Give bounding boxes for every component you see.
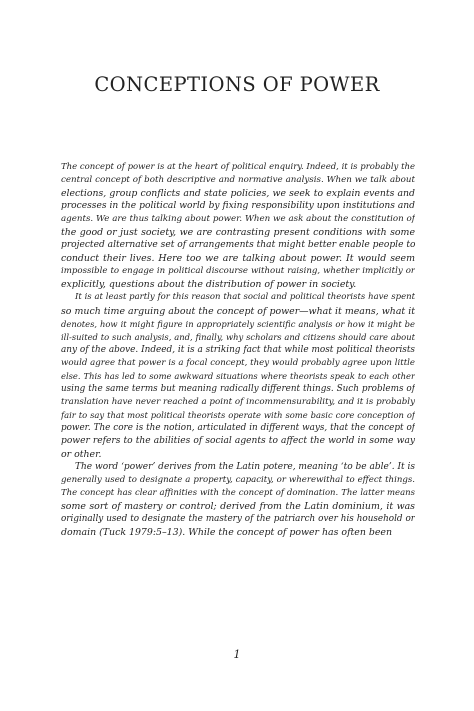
text-line: would agree that power is a focal concept, they would probably agree upon little (61, 357, 415, 368)
text-line: It is at least partly for this reason that social and political theorists have spent (75, 292, 415, 303)
text-line: so much time arguing about the concept of power—what it means, what it (61, 305, 415, 317)
text-line: The concept of power is at the heart of political enquiry. Indeed, it is probably the (61, 162, 415, 172)
text-line: denotes, how it might figure in appropriately scientific analysis or how it might be (61, 318, 415, 329)
text-line: elections, group conflicts and state policies, we seek to explain events and (61, 188, 415, 200)
text-line: the good or just society, we are contrasting present conditions with some (61, 227, 415, 239)
text-line: translation have never reached a point of incommensurability, and it is probably (61, 396, 415, 407)
text-line: or other. (61, 449, 102, 461)
text-line: domain (Tuck 1979:5–13). While the concept of power has often been (61, 527, 393, 539)
body-text (61, 161, 415, 539)
text-line: generally used to designate a property, capacity, or wherewithal to effect things. (61, 475, 415, 486)
text-line: processes in the political world by fixing responsibility upon institutions and (61, 201, 415, 212)
text-line: conduct their lives. Here too we are talking about power. It would seem (61, 253, 415, 265)
text-line: power refers to the abilities of social agents to affect the world in some way (61, 435, 415, 446)
page-number: 1 (233, 648, 241, 661)
text-line: power. The core is the notion, articulated in different ways, that the concept of (61, 422, 415, 433)
text-line: explicitly, questions about the distribution of power in society. (61, 279, 357, 291)
paragraph (61, 161, 415, 291)
text-line: else. This has led to some awkward situations where theorists speak to each other (61, 370, 415, 381)
text-line: fair to say that most political theorists operate with some basic core conception of (61, 409, 415, 420)
text-line: some sort of mastery or control; derived from the Latin dominium, it was (61, 501, 415, 513)
text-line: any of the above. Indeed, it is a striking fact that while most political theorists (61, 344, 415, 355)
text-line: ill-suited to such analysis, and, finally, why scholars and citizens should care about (61, 331, 415, 342)
text-line: originally used to designate the mastery of the patriarch over his household or (61, 514, 415, 525)
text-line: using the same terms but meaning radically different things. Such problems of (61, 383, 415, 394)
text-line: The word ‘power’ derives from the Latin potere, meaning ‘to be able’. It is (75, 462, 415, 473)
paragraph (61, 461, 415, 539)
text-line: central concept of both descriptive and normative analysis. When we talk about (61, 175, 415, 186)
paragraph (61, 291, 415, 461)
text-line: agents. We are thus talking about power. When we ask about the constitution of (61, 214, 415, 225)
text-line: projected alternative set of arrangements that might better enable people to (61, 240, 415, 251)
text-line: The concept has clear affinities with the concept of domination. The latter means (61, 488, 415, 499)
page-title: CONCEPTIONS OF POWER (94, 73, 380, 96)
text-line: impossible to engage in political discourse without raising, whether implicitly or (61, 266, 415, 277)
